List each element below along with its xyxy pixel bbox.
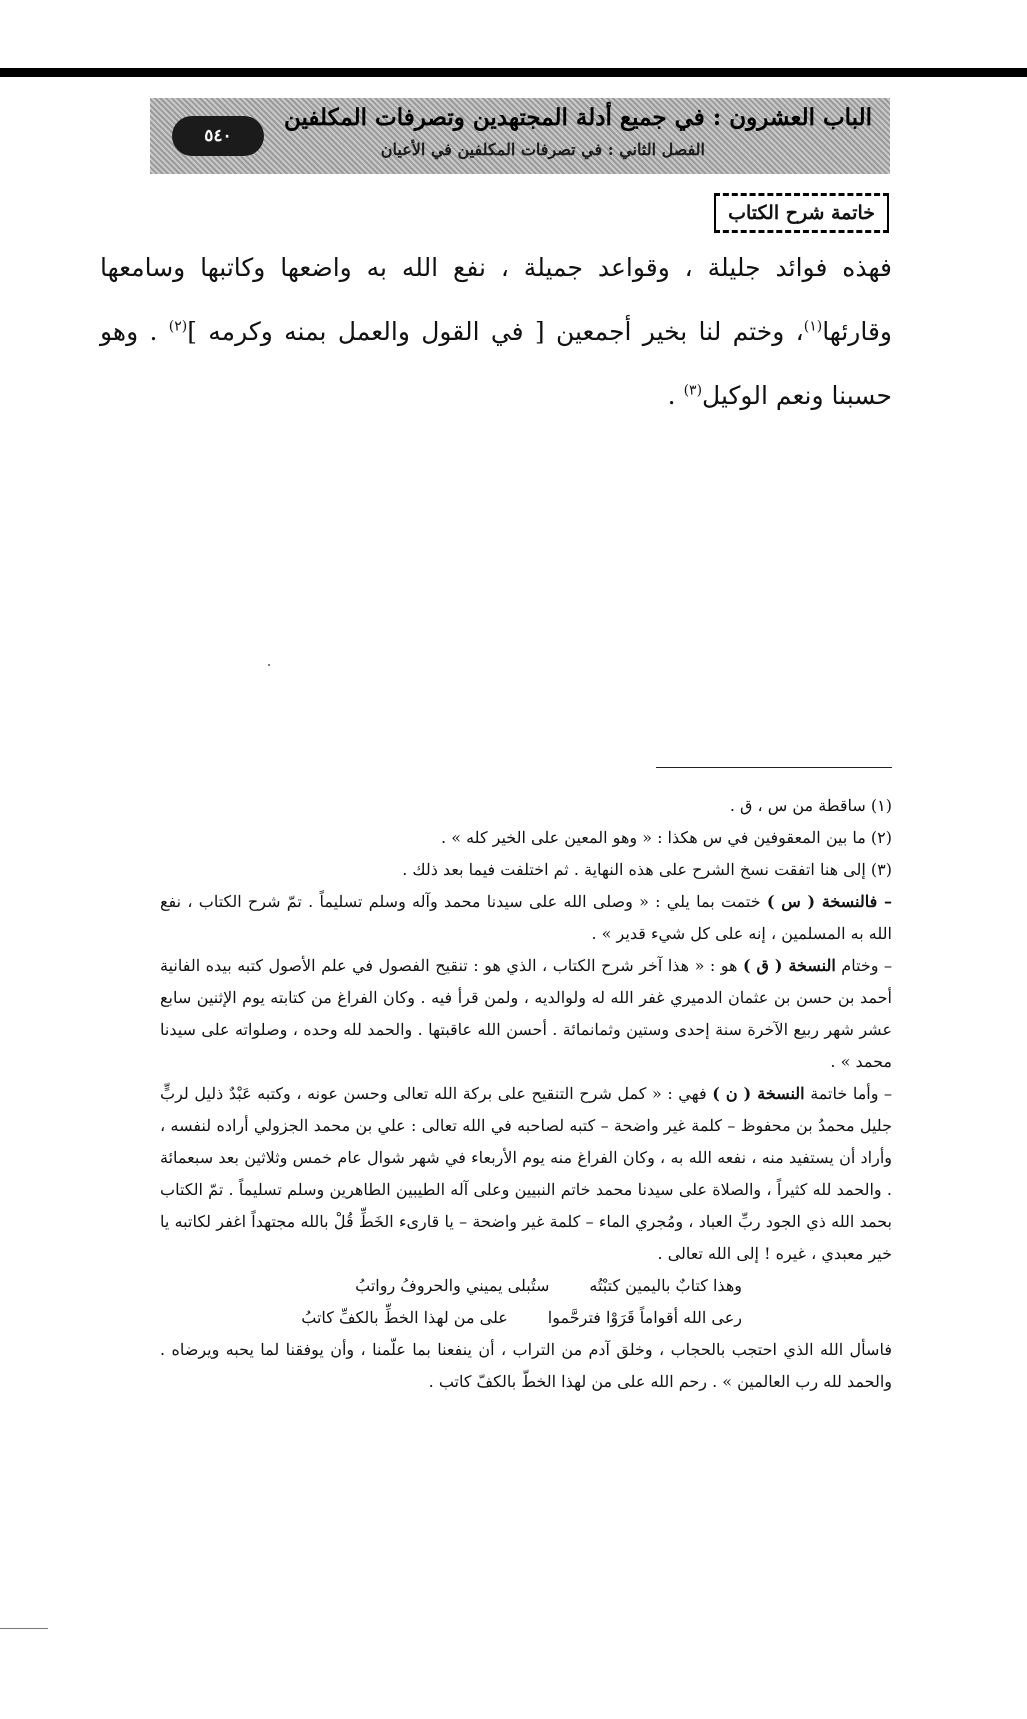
copy-q-label: النسخة ( ق ) (742, 956, 836, 975)
footnote-ref-1: (١) (803, 318, 823, 335)
verse-2-hemistich-a: رعى الله أقواماً قَرَوْا فترحَّموا (547, 1308, 742, 1327)
copy-n-text: فهي : « كمل شرح التنقيح على بركة الله تعالى وحسن عونه ، وكتبه عَبْدٌ ذليل لربٍّ جليل محمدُ بن محفوظ – كلمة غير واضحة – كتبه لصاحبه في الله تعالى : علي بن محمد الجزولي أراده لنفسه ، وأراد أن يستفيد منه ، نفعه الله به ، وكان الفراغ منه يوم الأربعاء في شهر شوال عام خمس وثلاثين بعد سبعمائة . والحمد لله كثيراً ، والصلاة على سيدنا محمد خاتم النبيين وعلى آله الطيبين الطاهرين وسلم تسليماً . تمّ الكتاب بحمد الله ذي الجود ربِّ العباد ، ومُجري الماء – كلمة غير واضحة – يا قارىء الخَطِّ قُلْ بالله مجتهداً اغفر لكاتبه يا خير معبدي ، غيره ! إلى الله تعالى . (160, 1084, 892, 1263)
footnote-3-copy-s (160, 886, 892, 950)
main-paragraph (100, 236, 892, 428)
footnote-3-copy-n (160, 1078, 892, 1270)
page-number: ٥٤٠ (172, 116, 264, 156)
verse-2-hemistich-b: على من لهذا الخطِّ بالكفِّ كاتبُ (301, 1308, 508, 1327)
footnote-separator (656, 767, 892, 768)
verse-line-2 (160, 1302, 892, 1334)
verse-1-hemistich-b: ستُبلى يميني والحروفُ رواتبُ (355, 1276, 550, 1295)
verse-1-hemistich-a: وهذا كتابٌ باليمين كتبْتُه (589, 1276, 742, 1295)
copy-n-label: النسخة ( ن ) (712, 1084, 805, 1103)
footnote-1: (١) ساقطة من س ، ق . (729, 796, 892, 815)
copy-q-prefix: – وختام (841, 956, 892, 975)
section-title: الفصل الثاني : في تصرفات المكلفين في الأعيان (380, 140, 705, 159)
copy-s-label: – فالنسخة ( س ) (766, 892, 892, 911)
copy-s-text: ختمت بما يلي : « وصلى الله على سيدنا محمد وآله وسلم تسليماً . تمّ شرح الكتاب ، نفع الله به المسلمين ، إنه على كل شيء قدير » . (160, 892, 892, 943)
conclusion-heading: خاتمة شرح الكتاب (714, 193, 889, 233)
footnotes (160, 790, 892, 1398)
bottom-edge-mark (0, 1628, 48, 1629)
verse-line-1 (160, 1270, 892, 1302)
chapter-title: الباب العشرون : في جميع أدلة المجتهدين وتصرفات المكلفين (283, 104, 872, 131)
main-text-part-1: فهذه فوائد جليلة ، وقواعد جميلة ، نفع الله به واضعها وكاتبها وسامعها وقارئها (100, 253, 892, 346)
stray-dot (268, 664, 270, 666)
footnote-3: (٣) إلى هنا اتفقت نسخ الشرح على هذه النهاية . ثم اختلفت فيما بعد ذلك . (402, 860, 892, 879)
footnote-3-copy-q (160, 950, 892, 1078)
main-text-part-3: . وهو حسبنا ونعم الوكيل (100, 317, 892, 410)
footnote-closing: فاسأل الله الذي احتجب بالحجاب ، وخلق آدم من التراب ، أن ينفعنا بما علّمنا ، وأن يوفقنا لما يحبه ويرضاه . والحمد لله رب العالمين » . رحم الله على من لهذا الخطّ بالكفّ كاتب . (160, 1340, 892, 1391)
top-rule (0, 68, 1027, 77)
footnote-ref-2: (٢) (168, 318, 188, 335)
copy-q-text: هو : « هذا آخر شرح الكتاب ، الذي هو : تنقيح الفصول في علم الأصول كتبه بيده الفانية أحمد بن حسن بن عثمان الدميري غفر الله له ولوالديه ، ولمن قرأ فيه . وكان الفراغ من كتابته يوم الإثنين سابع عشر شهر ربيع الآخرة سنة إحدى وستين وثمانمائة . أحسن الله عاقبتها . والحمد لله وحده ، وصلواته على سيدنا محمد » . (160, 956, 893, 1071)
running-header (150, 98, 890, 174)
main-text-part-4: . (667, 381, 676, 410)
footnote-2: (٢) ما بين المعقوفين في س هكذا : « وهو المعين على الخير كله » . (441, 828, 892, 847)
copy-n-prefix: – وأما خاتمة (810, 1084, 893, 1103)
main-text-part-2: ، وختم لنا بخير أجمعين [ في القول والعمل بمنه وكرمه ] (187, 317, 804, 346)
footnote-ref-3: (٣) (683, 382, 703, 399)
